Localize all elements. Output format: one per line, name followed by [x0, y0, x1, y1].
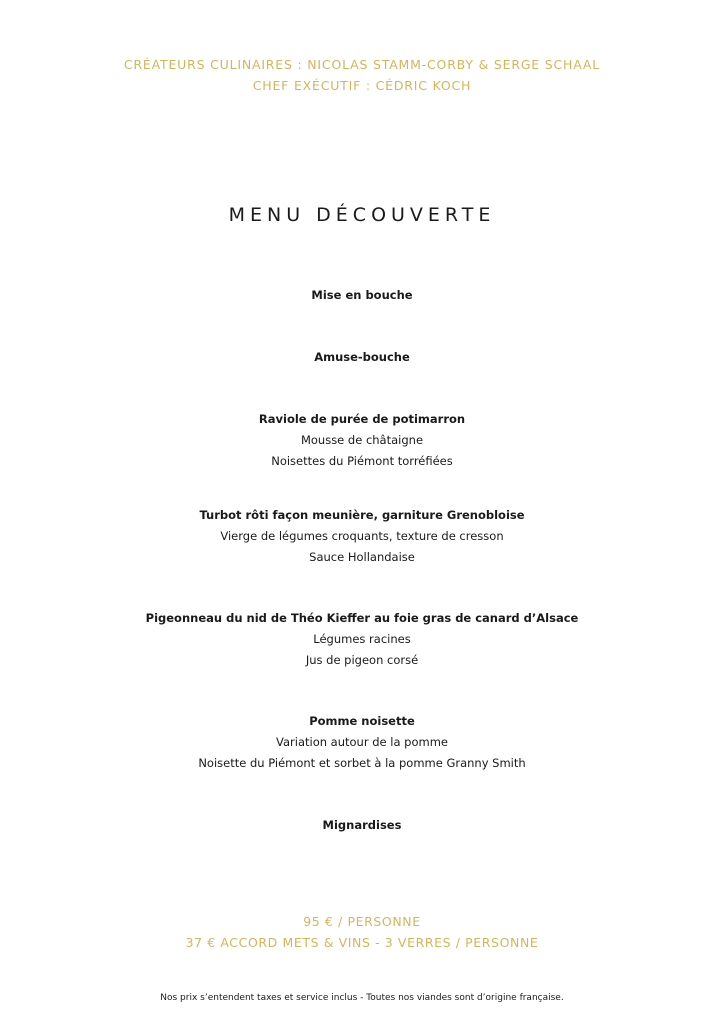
course-detail: Mousse de châtaigne — [300, 433, 424, 447]
course-turbot — [0, 505, 724, 568]
course-amuse-bouche — [0, 347, 724, 368]
course-detail: Noisette du Piémont et sorbet à la pomme Granny Smith — [198, 756, 526, 770]
course-detail: Vierge de légumes croquants, texture de cresson — [220, 529, 504, 543]
pricing — [0, 911, 724, 953]
course-detail: Sauce Hollandaise — [309, 550, 415, 564]
course-pigeonneau — [0, 608, 724, 671]
course-name: Turbot rôti façon meunière, garniture Grenobloise — [199, 508, 525, 522]
course-name: Mignardises — [322, 818, 402, 832]
course-raviole — [0, 409, 724, 472]
executive-chef-line: CHEF EXÉCUTIF : CÉDRIC KOCH — [252, 78, 472, 93]
course-name: Mise en bouche — [311, 288, 413, 302]
course-name: Pigeonneau du nid de Théo Kieffer au foie gras de canard d’Alsace — [145, 611, 579, 625]
menu-title: MENU DÉCOUVERTE — [228, 204, 496, 226]
course-detail: Légumes racines — [313, 632, 411, 646]
course-name: Raviole de purée de potimarron — [258, 412, 466, 426]
price-per-person: 95 € / PERSONNE — [303, 914, 421, 929]
course-pomme-noisette — [0, 711, 724, 774]
course-name: Pomme noisette — [309, 714, 415, 728]
course-mise-en-bouche — [0, 285, 724, 306]
course-detail: Variation autour de la pomme — [276, 735, 448, 749]
footer-note: Nos prix s’entendent taxes et service inclus - Toutes nos viandes sont d’origine française. — [160, 993, 564, 1003]
course-name: Amuse-bouche — [314, 350, 410, 364]
chef-credits — [0, 54, 724, 96]
wine-pairing-price: 37 € ACCORD METS & VINS - 3 VERRES / PERSONNE — [185, 935, 539, 950]
course-mignardises — [0, 815, 724, 836]
culinary-creators-line: CRÉATEURS CULINAIRES : NICOLAS STAMM-CORBY & SERGE SCHAAL — [123, 57, 601, 72]
course-detail: Noisettes du Piémont torréfiées — [271, 454, 453, 468]
course-detail: Jus de pigeon corsé — [305, 653, 419, 667]
